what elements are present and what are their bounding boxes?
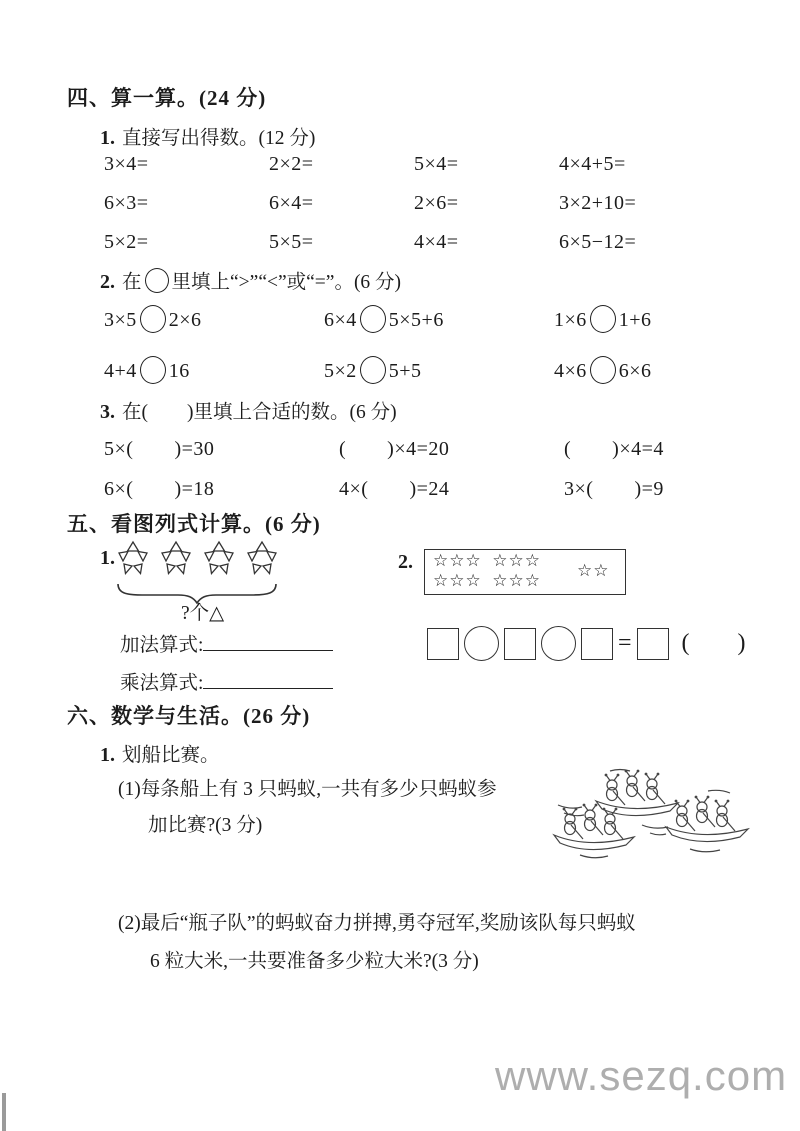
math-problem: 3×2+10= [559, 192, 637, 214]
q1-heading [100, 122, 315, 150]
scan-edge-bar [2, 1093, 6, 1131]
boat-race-text: 划船比赛。 [122, 745, 220, 766]
ants-rowing-illustration-icon [550, 763, 760, 863]
left-expression: 6×4 [324, 309, 357, 331]
star-row-extra: ☆☆ [577, 561, 610, 580]
operator-circle[interactable] [541, 626, 576, 661]
right-expression: 5+5 [388, 360, 422, 382]
math-problem: 6×4= [269, 192, 314, 214]
equals-sign: = [618, 630, 632, 656]
paren-close: ) [737, 630, 746, 656]
comparison-problem [554, 356, 764, 386]
triangle-star-group-icon [245, 540, 279, 578]
comparison-problem [104, 356, 324, 386]
triangle-star-row [116, 540, 279, 578]
q2-text-post: 里填上“>”“<”或“=”。(6 分) [171, 272, 402, 293]
fill-problem: ( )×4=4 [564, 438, 664, 460]
math-problem: 2×6= [414, 192, 459, 214]
q3-number: 3. [100, 401, 115, 423]
multiplication-answer-blank[interactable] [203, 673, 333, 689]
left-expression: 4+4 [104, 360, 137, 382]
left-expression: 3×5 [104, 309, 137, 331]
math-problem: 4×4+5= [559, 153, 626, 175]
fill-problem: 4×( )=24 [339, 478, 450, 500]
answer-circle[interactable] [140, 305, 166, 333]
right-expression: 16 [168, 360, 190, 382]
fill-problem: 3×( )=9 [564, 478, 664, 500]
q2-heading [100, 266, 401, 294]
left-expression: 1×6 [554, 309, 587, 331]
left-expression: 4×6 [554, 360, 587, 382]
answer-square[interactable] [427, 628, 459, 660]
left-expression: 5×2 [324, 360, 357, 382]
math-problem: 3×4= [104, 153, 149, 175]
q3-heading [100, 396, 397, 424]
q3-text: 在( )里填上合适的数。(6 分) [122, 402, 397, 423]
math-problem: 5×4= [414, 153, 459, 175]
section-5-title: 五、看图列式计算。(6 分) [67, 512, 321, 536]
math-problem: 5×2= [104, 231, 149, 253]
q2-text-pre: 在 [122, 272, 142, 293]
equation-shape-line [427, 626, 746, 661]
boat-race-heading [100, 739, 220, 767]
answer-circle[interactable] [140, 356, 166, 384]
right-expression: 1+6 [618, 309, 652, 331]
answer-square[interactable] [637, 628, 669, 660]
comparison-problem [104, 305, 324, 335]
star-box [424, 549, 626, 595]
multiplication-line [120, 667, 333, 695]
math-problem: 6×5−12= [559, 231, 637, 253]
question-2-line2: 6 粒大米,一共要准备多少粒大米?(3 分) [150, 951, 479, 972]
math-problem: 4×4= [414, 231, 459, 253]
section-4-title: 四、算一算。(24 分) [67, 86, 267, 110]
question-1-line2: 加比赛?(3 分) [148, 815, 263, 836]
boat-race-number: 1. [100, 744, 115, 766]
triangle-star-group-icon [116, 540, 150, 578]
comparison-problem [324, 305, 554, 335]
comparison-grid [104, 305, 764, 386]
multiplication-label: 乘法算式: [120, 673, 204, 694]
star-row: ☆☆☆ ☆☆☆ [433, 551, 541, 570]
item1-number: 1. [100, 547, 115, 569]
answer-circle[interactable] [360, 305, 386, 333]
star-row: ☆☆☆ ☆☆☆ [433, 571, 541, 590]
question-2-line1: (2)最后“瓶子队”的蚂蚁奋力拼搏,勇夺冠军,奖励该队每只蚂蚁 [118, 913, 636, 934]
answer-square[interactable] [504, 628, 536, 660]
q2-number: 2. [100, 271, 115, 293]
addition-label: 加法算式: [120, 635, 204, 656]
fill-problem: 5×( )=30 [104, 438, 215, 460]
fill-in-grid [104, 436, 764, 502]
item2-number: 2. [398, 551, 413, 573]
right-expression: 2×6 [168, 309, 202, 331]
q1-text: 直接写出得数。(12 分) [122, 128, 316, 149]
compare-circle-icon [145, 268, 169, 293]
addition-line [120, 629, 333, 657]
math-problem: 2×2= [269, 153, 314, 175]
answer-circle[interactable] [590, 305, 616, 333]
paren-open: ( [681, 630, 690, 656]
comparison-problem [324, 356, 554, 386]
watermark: www.sezq.com [495, 1052, 788, 1099]
q1-number: 1. [100, 127, 115, 149]
comparison-problem [554, 305, 764, 335]
triangle-star-group-icon [159, 540, 193, 578]
direct-calc-grid [104, 151, 754, 255]
fill-problem: ( )×4=20 [339, 438, 450, 460]
addition-answer-blank[interactable] [203, 635, 333, 651]
right-expression: 5×5+6 [388, 309, 444, 331]
math-problem: 6×3= [104, 192, 149, 214]
right-expression: 6×6 [618, 360, 652, 382]
fill-problem: 6×( )=18 [104, 478, 215, 500]
section-6-title: 六、数学与生活。(26 分) [67, 704, 311, 728]
math-problem: 5×5= [269, 231, 314, 253]
triangle-star-group-icon [202, 540, 236, 578]
operator-circle[interactable] [464, 626, 499, 661]
question-1-line1: (1)每条船上有 3 只蚂蚁,一共有多少只蚂蚁参 [118, 779, 497, 800]
brace-caption: ?个△ [181, 603, 225, 624]
answer-square[interactable] [581, 628, 613, 660]
answer-circle[interactable] [360, 356, 386, 384]
answer-circle[interactable] [590, 356, 616, 384]
